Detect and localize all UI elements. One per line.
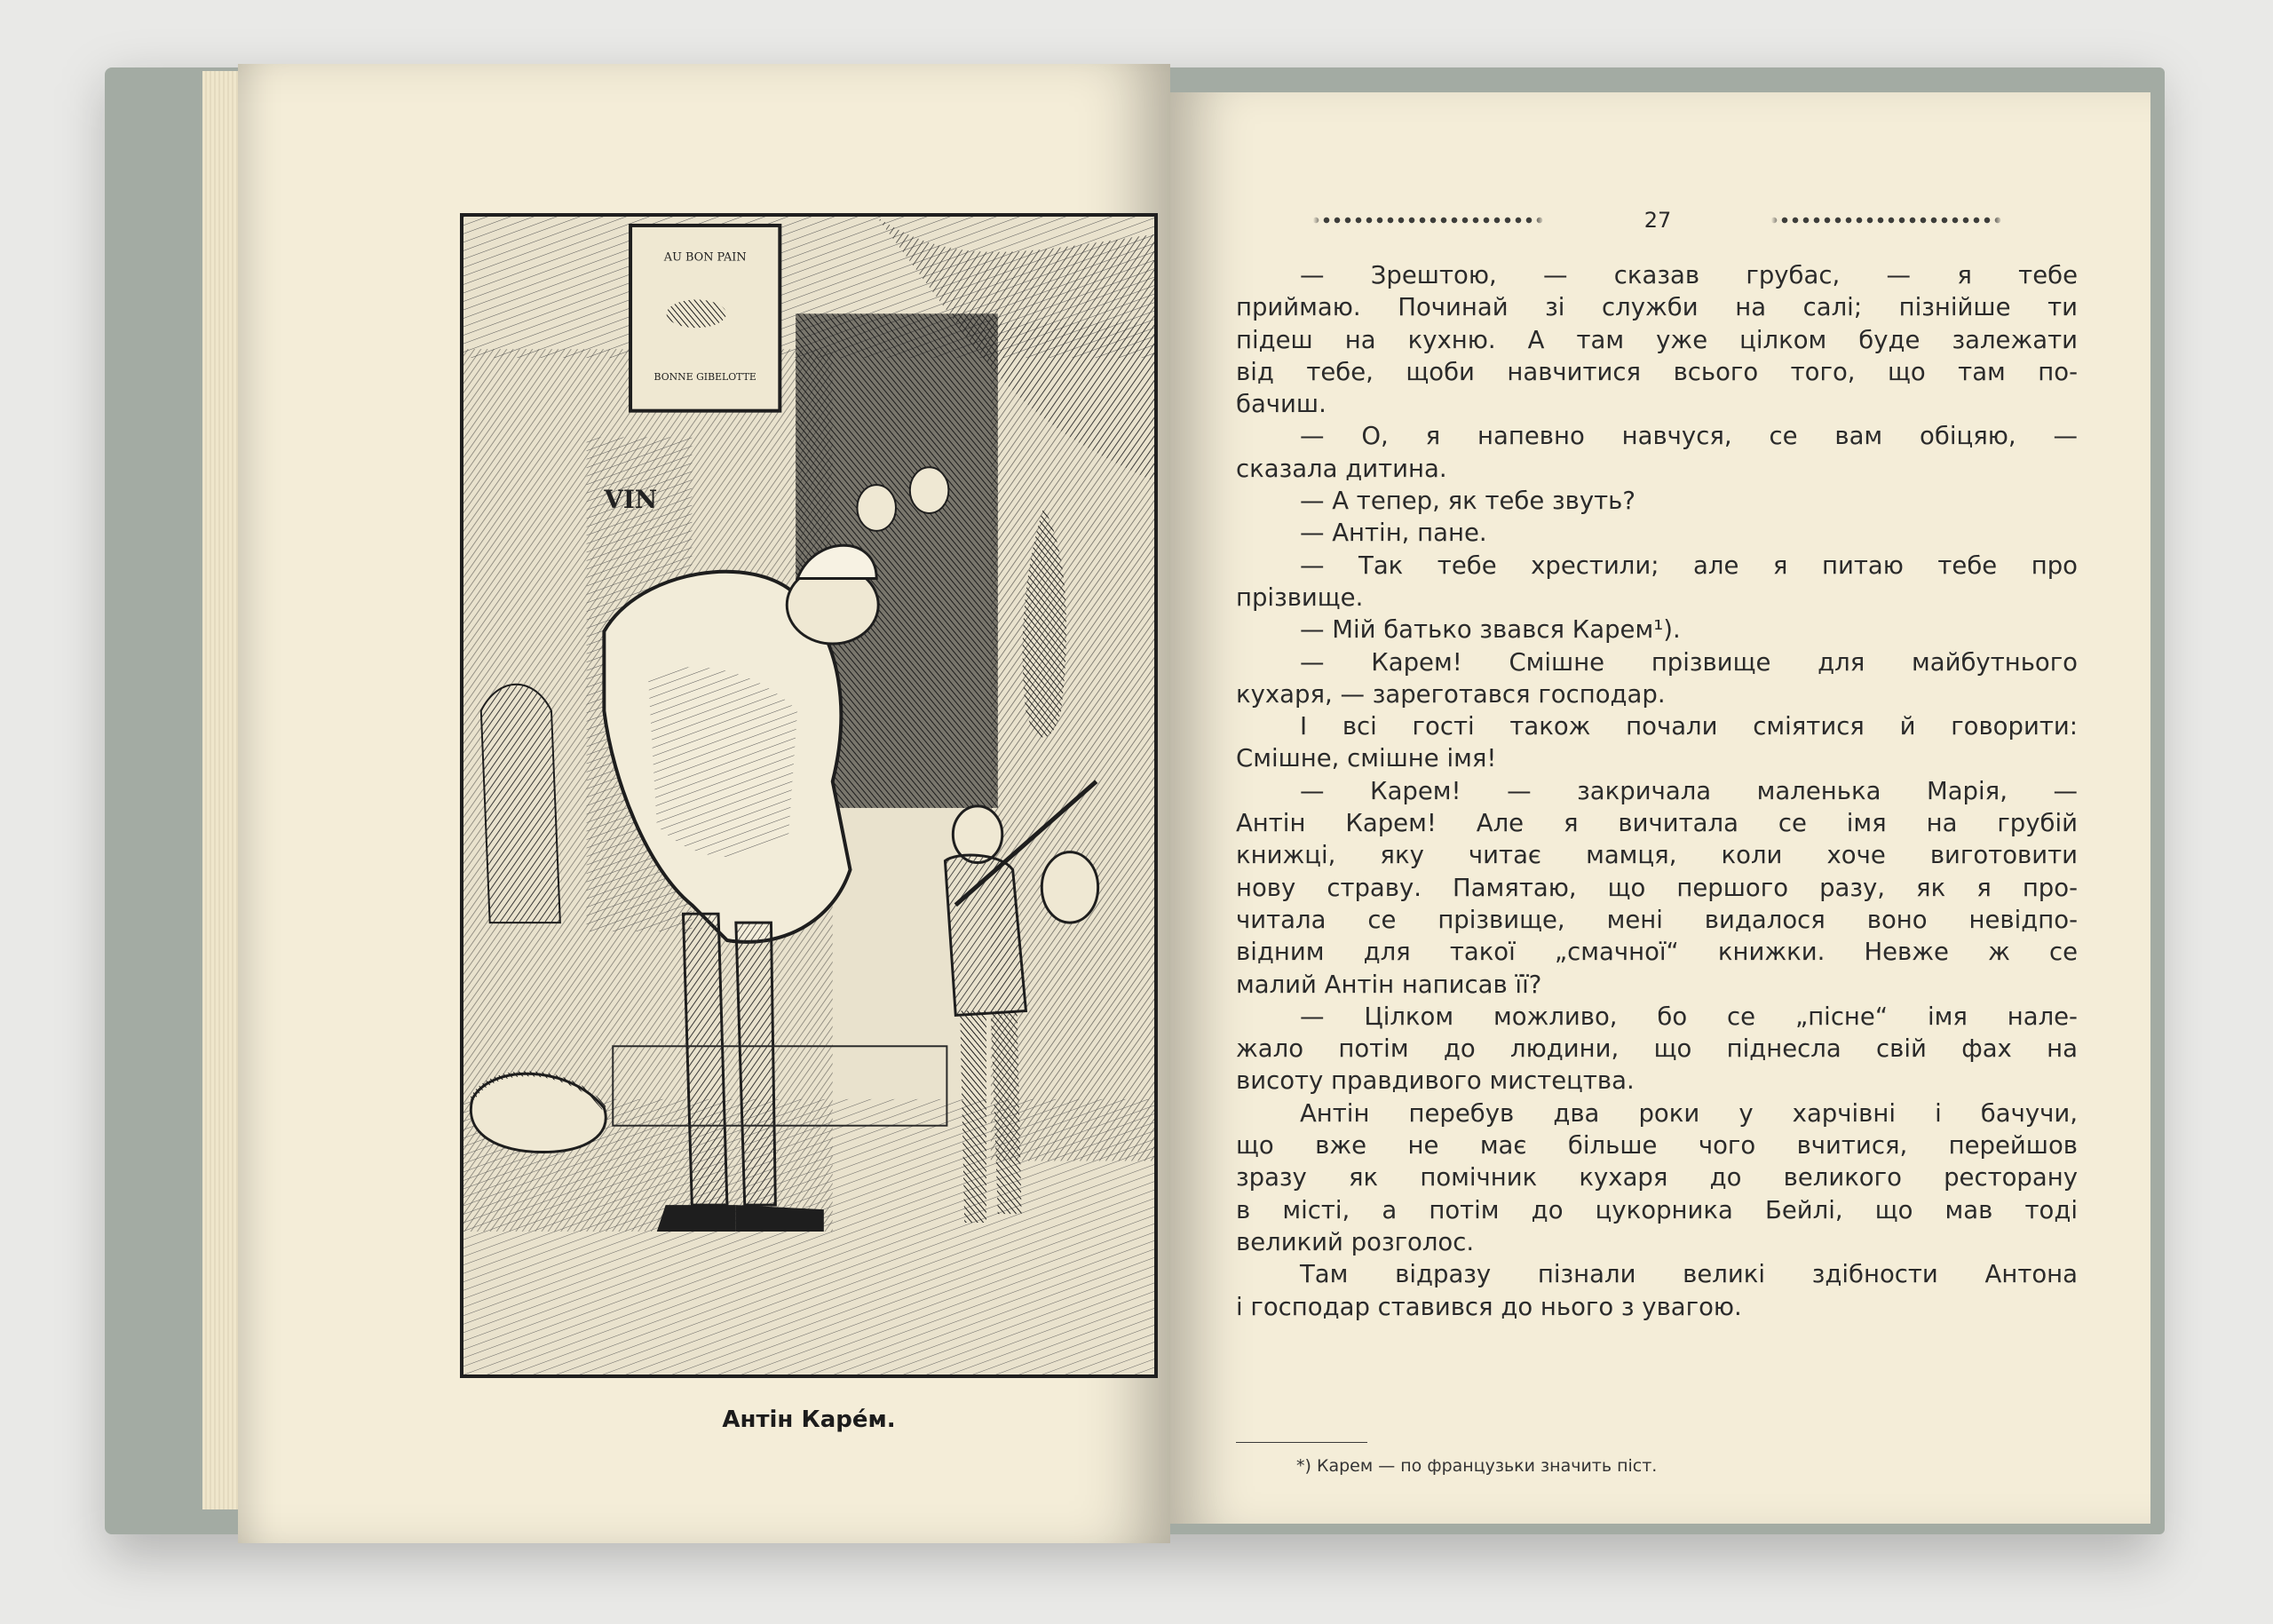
engraving-illustration (460, 213, 1158, 1378)
text-line: підеш на кухню. А там уже цілком буде залежати (1236, 325, 2078, 354)
text-line: Антін перебув два роки у харчівні і бачучи, (1300, 1098, 2078, 1128)
footnote: *) Карем — по французьки значить піст. (1296, 1456, 1658, 1476)
text-line: — Так тебе хрестили; але я питаю тебе про (1300, 551, 2078, 580)
text-line: що вже не має більше чого вчитися, перейшов (1236, 1131, 2078, 1161)
text-line: — Зрештою, — сказав грубас, — я тебе (1300, 261, 2078, 289)
text-line: Смішне, смішне імя! (1236, 744, 1497, 773)
text-line: читала се прізвище, мені видалося воно невідпо- (1236, 905, 2078, 934)
text-line: висоту правдивого мистецтва. (1236, 1066, 1635, 1096)
text-line: кухаря, — зареготався господар. (1236, 679, 1666, 709)
body-text (1236, 259, 2078, 1323)
text-line: книжці, яку читає мамця, коли хоче виготовити (1236, 841, 2078, 870)
text-line: Антін Карем! Але я вичитала се імя на грубій (1236, 809, 2078, 838)
sign-text-bottom: BONNE GIBELOTTE (653, 370, 756, 383)
text-line: нову страву. Памятаю, що першого разу, як я про- (1236, 873, 2078, 902)
text-line: великий розголос. (1236, 1227, 1475, 1256)
text-line: сказала дитина. (1236, 454, 1447, 483)
sign-text-top: AU BON PAIN (663, 250, 747, 265)
text-line: відним для такої „смачної“ книжки. Невже ж се (1236, 938, 2078, 967)
footnote-rule (1236, 1442, 1367, 1443)
text-line: і господар ставився до нього з увагою. (1236, 1292, 1742, 1321)
left-page (238, 64, 1170, 1543)
text-line: бачиш. (1236, 390, 1327, 419)
text-line: малий Антін написав її? (1236, 970, 1542, 999)
running-head (1236, 202, 2079, 238)
illustration-caption: Антін Каре́м. (722, 1406, 896, 1433)
text-line: приймаю. Починай зі служби на салі; пізнійше ти (1236, 293, 2078, 322)
text-line: в місті, а потім до цукорника Бейлі, що мав тоді (1236, 1195, 2078, 1224)
ornament-right (1694, 215, 2079, 226)
text-line: І всі гості також почали сміятися й говорити: (1300, 712, 2078, 741)
text-line: — Цілком можливо, бо се „пісне“ імя нале- (1300, 1002, 2078, 1031)
text-line: від тебе, щоби навчитися всього того, що там по- (1236, 357, 2078, 386)
engraving-svg (463, 217, 1154, 1374)
text-line: — Мій батько звався Карем¹). (1300, 615, 1681, 645)
text-line: прізвище. (1236, 582, 1364, 612)
text-line: — О, я напевно навчуся, се вам обіцяю, — (1300, 422, 2078, 451)
text-line: жало потім до людини, що піднесла свій фах на (1236, 1034, 2078, 1064)
text-line: — Антін, пане. (1300, 519, 1487, 548)
text-line: — Карем! Смішне прізвище для майбутнього (1300, 647, 2078, 677)
text-line: зразу як помічник кухаря до великого ресторану (1236, 1163, 2078, 1192)
page-number: 27 (1643, 208, 1672, 233)
ornament-left (1236, 215, 1621, 226)
wall-text: VIN (604, 484, 658, 515)
text-line: Там відразу пізнали великі здібности Антона (1300, 1260, 2078, 1289)
text-line: — Карем! — закричала маленька Марія, — (1300, 776, 2078, 805)
right-page (1170, 92, 2150, 1524)
text-line: — А тепер, як тебе звуть? (1300, 487, 1635, 516)
